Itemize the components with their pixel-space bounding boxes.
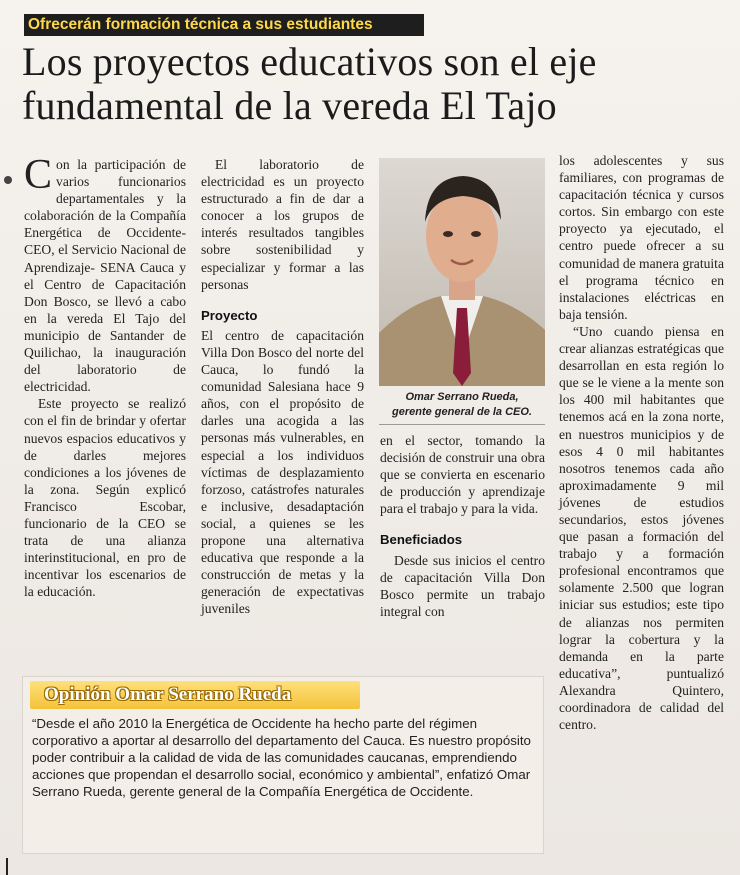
caption-name: Omar Serrano Rueda, <box>405 391 519 403</box>
col1-paragraph-2: Este proyecto se realizó con el fin de brindar y ofertar nuevos espacios educativos y de darles mejores condiciones a los jóvenes de la zona. Según explicó Francisco Escobar, funcionario de la CEO se trata de una alianza interinstitucional, en pro de incentivar los escenarios de la educación. <box>24 396 186 600</box>
portrait-illustration <box>379 158 545 386</box>
subheading-proyecto: Proyecto <box>201 307 258 323</box>
margin-bullet-icon <box>4 176 12 184</box>
drop-cap: C <box>24 152 53 198</box>
col2-paragraph-1: El laboratorio de electricidad es un proyecto estructurado a fin de dar a conocer a los grupos de interés resultados tangibles sobre sostenibilidad y especializar y formar a las personas <box>201 157 364 292</box>
photo-caption <box>379 390 545 420</box>
article-column-4 <box>559 152 724 733</box>
kicker-banner: Ofrecerán formación técnica a sus estudiantes <box>24 14 424 36</box>
margin-rule <box>6 858 8 875</box>
col1-paragraph-1-text: on la participación de varios funcionarios departamentales y la colaboración de la Compañía Energética de Occidente- CEO, el Servicio Nacional de Aprendizaje- SENA Cauca y el Centro de Capacitación Don Bosco, se llevó a cabo en la vereda El Tajo del municipio de Santander de Quilichao, la inauguración del laboratorio de electricidad. <box>24 157 186 395</box>
col3-paragraph-2: Desde sus inicios el centro de capacitación Villa Don Bosco permite un trabajo integral con <box>380 552 545 619</box>
headline-line-1: Los proyectos educativos son el eje <box>22 39 597 84</box>
portrait-photo <box>379 158 545 386</box>
article-column-1 <box>24 152 186 600</box>
col4-paragraph-1: los adolescentes y sus familiares, con programas de capacitación técnica y cursos cortos. Sin embargo con este proyecto ya ejecutado, el centro puede ofrecer a su comunidad de manera gratuita el programa técnico en instalaciones eléctricas en baja tensión. <box>559 153 724 322</box>
col3-paragraph-1: en el sector, tomando la decisión de construir una obra que se convierta en escenario de producción y aprendizaje para el trabajo y para la vida. <box>380 433 545 517</box>
article-column-3 <box>380 432 545 620</box>
subheading-beneficiados: Beneficiados <box>380 532 463 548</box>
opinion-quote: “Desde el año 2010 la Energética de Occidente ha hecho parte del régimen corporativo a aportar al desarrollo del departamento del Cauca. Es nuestro propósito poder contribuir a la calidad de vida de las comunidades caucanas, emprendiendo acciones que propendan el desarrollo social, económico y ambiental”, enfatizó Omar Serrano Rueda, gerente general de la Compañía Energética de Occidente. <box>32 716 531 799</box>
col4-paragraph-2: “Uno cuando piensa en crear alianzas estratégicas que desarrollan en esta región lo que se le viene a la mente son los 400 mil habitantes que tenemos acá en la zona norte, en nuestros municipios y de esos 4 0 mil habitantes nosotros tenemos cada año aproximadamente 9 mil jóvenes de estudios secundarios, estos jóvenes que pasan a formación del trabajo y a formación profesional encontramos que solamente 2.500 que logran iniciar sus estudios; este tipo de alianzas nos permiten lograr la cobertura y la demanda en la parte educativa”, puntualizó Alexandra Quintero, coordinadora de calidad del centro. <box>559 323 724 733</box>
col1-paragraph-1 <box>24 152 186 395</box>
article-column-2 <box>201 156 364 617</box>
opinion-title: Opinión Omar Serrano Rueda <box>44 684 292 705</box>
col2-paragraph-2: El centro de capacitación Villa Don Bosco del norte del Cauca, lo fundó la comunidad Salesiana hace 9 años, con el propósito de darles una acogida a las personas más vulnerables, en especial a los individuos víctimas de desplazamiento forzoso, catástrofes naturales e inclusive, desadaptación social, a quienes se les propone una alternativa educativa que responde a la construcción de metas y la generación de expectativas juveniles <box>201 327 364 617</box>
caption-role: gerente general de la CEO. <box>392 406 532 418</box>
headline-line-2: fundamental de la vereda El Tajo <box>22 83 557 128</box>
headline <box>22 40 722 128</box>
caption-divider <box>379 424 545 425</box>
